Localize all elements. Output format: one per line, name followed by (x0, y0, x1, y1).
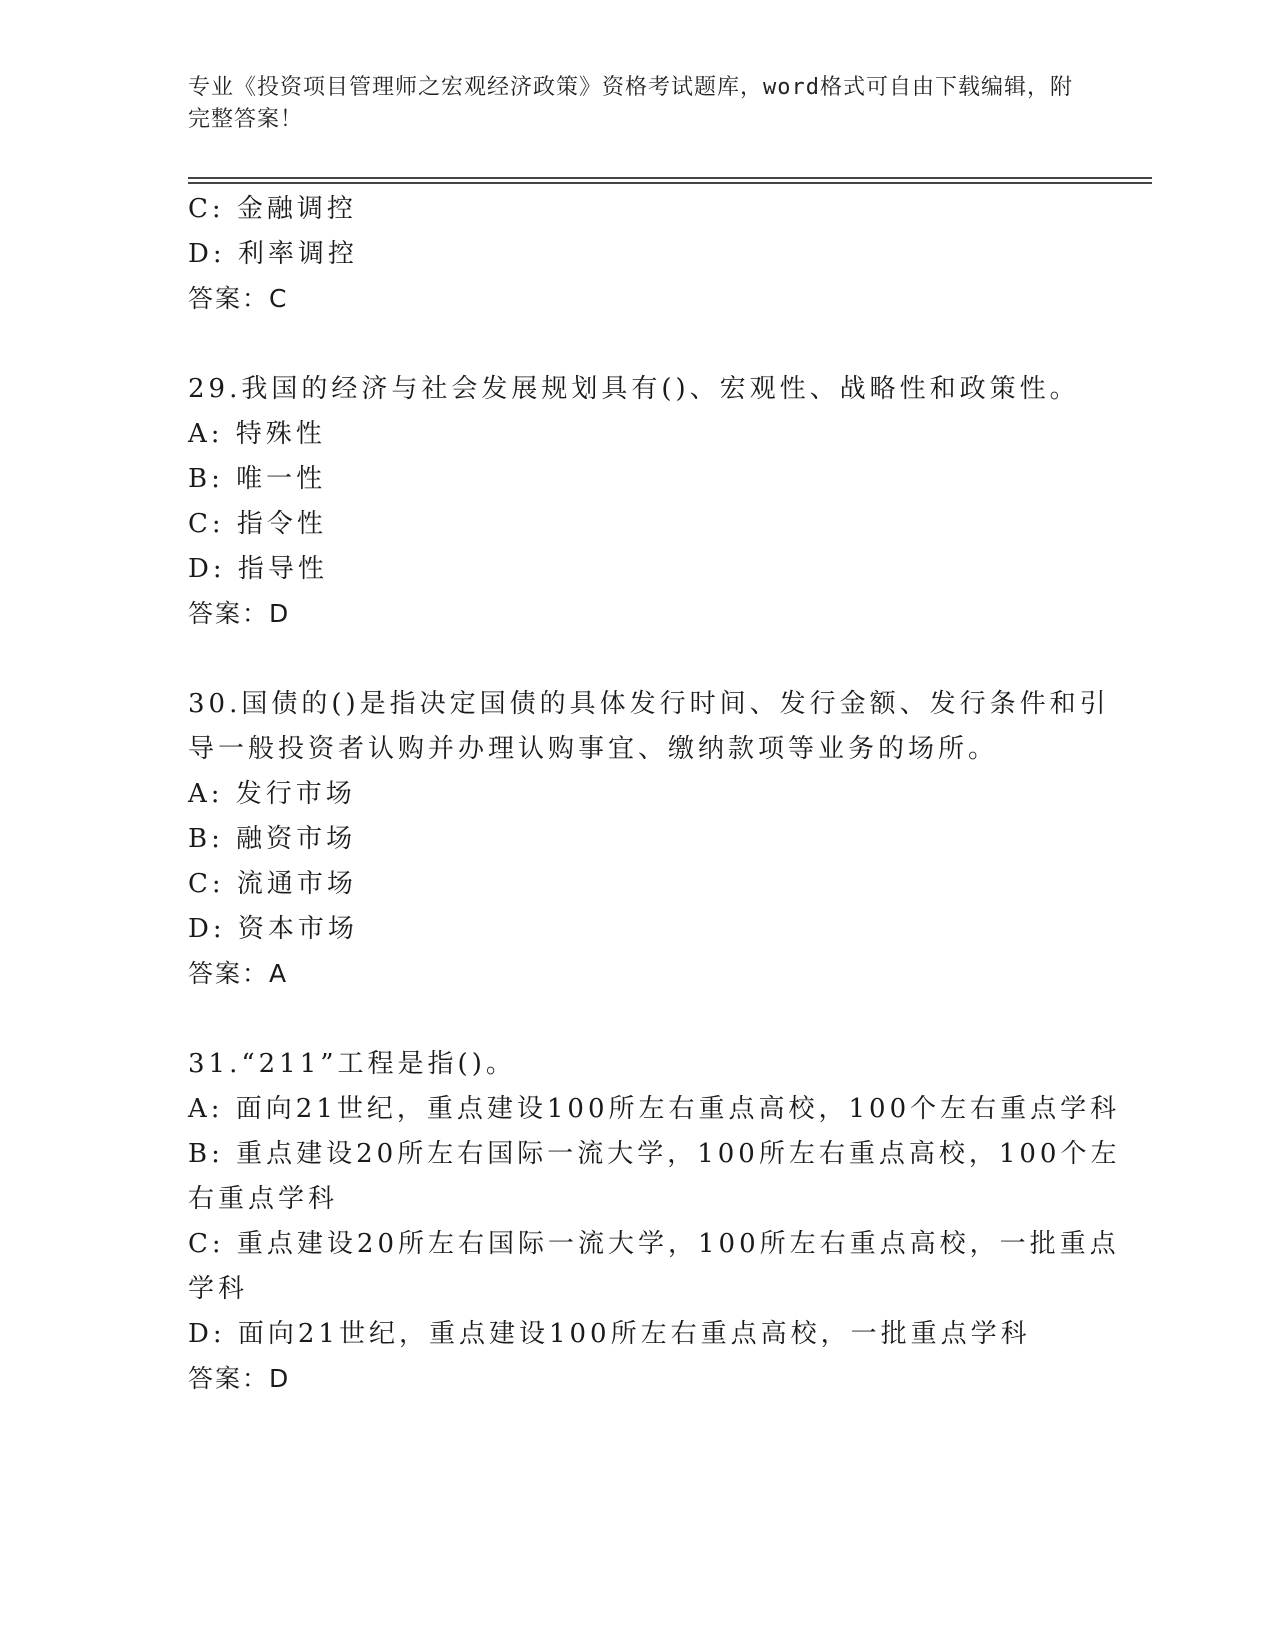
header-divider-top (188, 177, 1152, 179)
option-line: D: 指导性 (188, 554, 328, 584)
option-line: C: 重点建设20所左右国际一流大学，100所左右重点高校，一批重点 (188, 1229, 1120, 1259)
answer-line: 答案：C (188, 284, 289, 313)
answer-line: 答案：D (188, 599, 291, 628)
header-divider-bottom (188, 182, 1152, 184)
question-stem: 29.我国的经济与社会发展规划具有()、宏观性、战略性和政策性。 (188, 374, 1080, 404)
question-stem: 31.“211”工程是指()。 (188, 1049, 516, 1079)
question-stem: 30.国债的()是指决定国债的具体发行时间、发行金额、发行条件和引 (188, 689, 1110, 719)
option-line: C: 金融调控 (188, 194, 357, 224)
option-line: D: 资本市场 (188, 914, 358, 944)
option-line: A: 特殊性 (188, 419, 326, 449)
option-line: 右重点学科 (188, 1184, 339, 1214)
option-line: 学科 (188, 1274, 249, 1304)
option-line: B: 重点建设20所左右国际一流大学，100所左右重点高校，100个左 (188, 1139, 1121, 1169)
answer-line: 答案：D (188, 1364, 291, 1393)
option-line: C: 指令性 (188, 509, 327, 539)
option-line: B: 唯一性 (188, 464, 327, 494)
option-line: A: 发行市场 (188, 779, 356, 809)
option-line: D: 利率调控 (188, 239, 358, 269)
answer-line: 答案：A (188, 959, 289, 988)
option-line: A: 面向21世纪，重点建设100所左右重点高校，100个左右重点学科 (188, 1094, 1121, 1124)
document-header: 专业《投资项目管理师之宏观经济政策》资格考试题库，word格式可自由下载编辑，附完整答案！ (188, 75, 1073, 132)
option-line: B: 融资市场 (188, 824, 357, 854)
option-line: C: 流通市场 (188, 869, 357, 899)
question-stem: 导一般投资者认购并办理认购事宜、缴纳款项等业务的场所。 (188, 734, 999, 764)
option-line: D: 面向21世纪，重点建设100所左右重点高校，一批重点学科 (188, 1319, 1031, 1349)
